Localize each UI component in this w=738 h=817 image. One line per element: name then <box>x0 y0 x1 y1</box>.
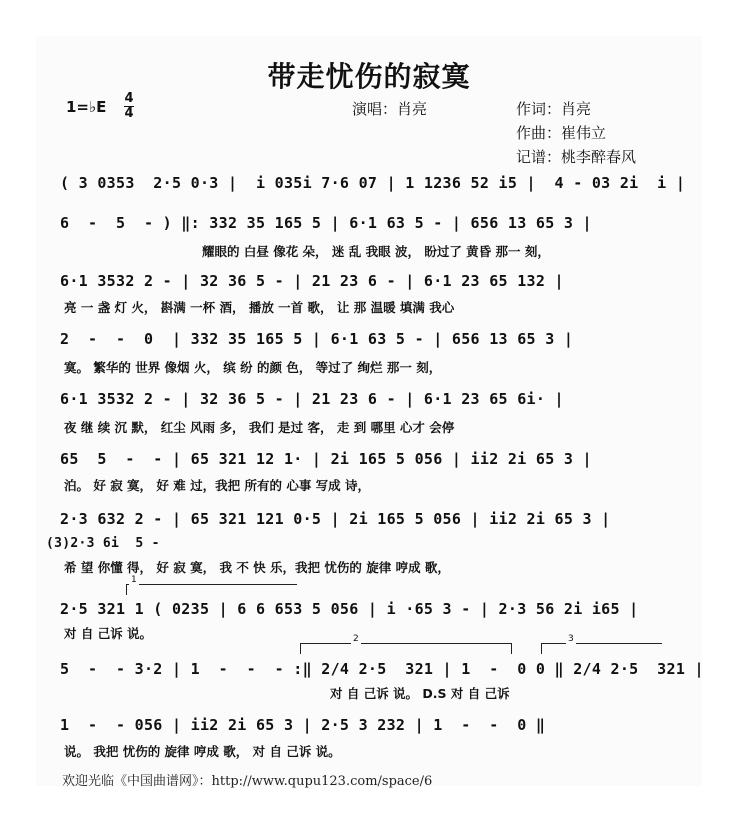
notation-row: ( 3 0353 2·5 0·3 | i 035i 7·6 07 | 1 1236 52 i5 | 4 - 03 2i i | <box>60 174 686 192</box>
lyric-row: 泊。 好 寂 寞， 好 难 过，我把 所有的 心事 写成 诗， <box>64 478 371 493</box>
lyric-row: 希 望 你懂 得， 好 寂 寞， 我 不 快 乐，我把 忧伤的 旋律 哼成 歌， <box>64 560 450 575</box>
footer-url: 欢迎光临《中国曲谱网》：http://www.qupu123.com/space/6 <box>62 774 433 789</box>
lyric-row: 耀眼的 白昼 像花 朵， 迷 乱 我眼 波， 盼过了 黄昏 那一 刻， <box>202 244 550 259</box>
notation-row: 5 - - 3·2 | 1 - - - :‖ 2/4 2·5 321 | 1 - 0 0 ‖ 2/4 2·5 321 | <box>60 660 704 678</box>
key-signature: 1=♭E <box>66 98 107 116</box>
notation-row: 6·1 3532 2 - | 32 36 5 - | 21 23 6 - | 6·1 23 65 132 | <box>60 272 564 290</box>
notation-row: 6·1 3532 2 - | 32 36 5 - | 21 23 6 - | 6·1 23 65 6i· | <box>60 390 564 408</box>
lyric-row: 对 自 己诉 说。 <box>64 626 153 641</box>
lyric-row: 寞。 繁华的 世界 像烟 火， 缤 纷 的颜 色， 等过了 绚烂 那一 刻， <box>64 360 442 375</box>
notation-row: 1 - - 056 | ii2 2i 65 3 | 2·5 3 232 | 1 - - 0 ‖ <box>60 716 546 734</box>
notation-row: 2·5 321 1 ( 0235 | 6 6 653 5 056 | i ·65 3 - | 2·3 56 2i i65 | <box>60 600 639 618</box>
composer-credit: 作曲：崔伟立 <box>516 124 607 142</box>
lyric-row: 亮 一 盏 灯 火， 斟满 一杯 酒， 播放 一首 歌， 让 那 温暖 填满 我心 <box>64 300 455 315</box>
notation-row: 2 - - 0 | 332 35 165 5 | 6·1 63 5 - | 656 13 65 3 | <box>60 330 574 348</box>
transcriber-credit: 记谱：桃李醉春风 <box>516 148 637 166</box>
volta-bracket-3: 3 <box>541 643 662 654</box>
lyric-row: 夜 继 续 沉 默， 红尘 风雨 多， 我们 是过 客， 走 到 哪里 心才 会停 <box>64 420 455 435</box>
time-denominator: 4 <box>124 106 134 121</box>
notation-row: 65 5 - - | 65 321 12 1· | 2i 165 5 056 | ii2 2i 65 3 | <box>60 450 592 468</box>
volta-bracket-2: 2 <box>300 643 512 654</box>
lyric-row: 对 自 己诉 说。 D.S 对 自 己诉 <box>330 686 510 701</box>
notation-row: 6 - 5 - ) ‖: 332 35 165 5 | 6·1 63 5 - | 656 13 65 3 | <box>60 214 592 232</box>
song-title: 带走忧伤的寂寞 <box>267 60 471 93</box>
lyricist-credit: 作词：肖亮 <box>516 100 592 118</box>
notation-row-alt: (3)2·3 6i 5 - <box>46 536 160 551</box>
time-signature <box>124 92 134 121</box>
time-numerator: 4 <box>124 91 134 106</box>
volta-bracket-1: 1 <box>126 584 297 595</box>
lyric-row: 说。 我把 忧伤的 旋律 哼成 歌， 对 自 己诉 说。 <box>64 744 341 759</box>
notation-row: 2·3 632 2 - | 65 321 121 0·5 | 2i 165 5 056 | ii2 2i 65 3 | <box>60 510 611 528</box>
singer-credit: 演唱：肖亮 <box>352 100 428 118</box>
